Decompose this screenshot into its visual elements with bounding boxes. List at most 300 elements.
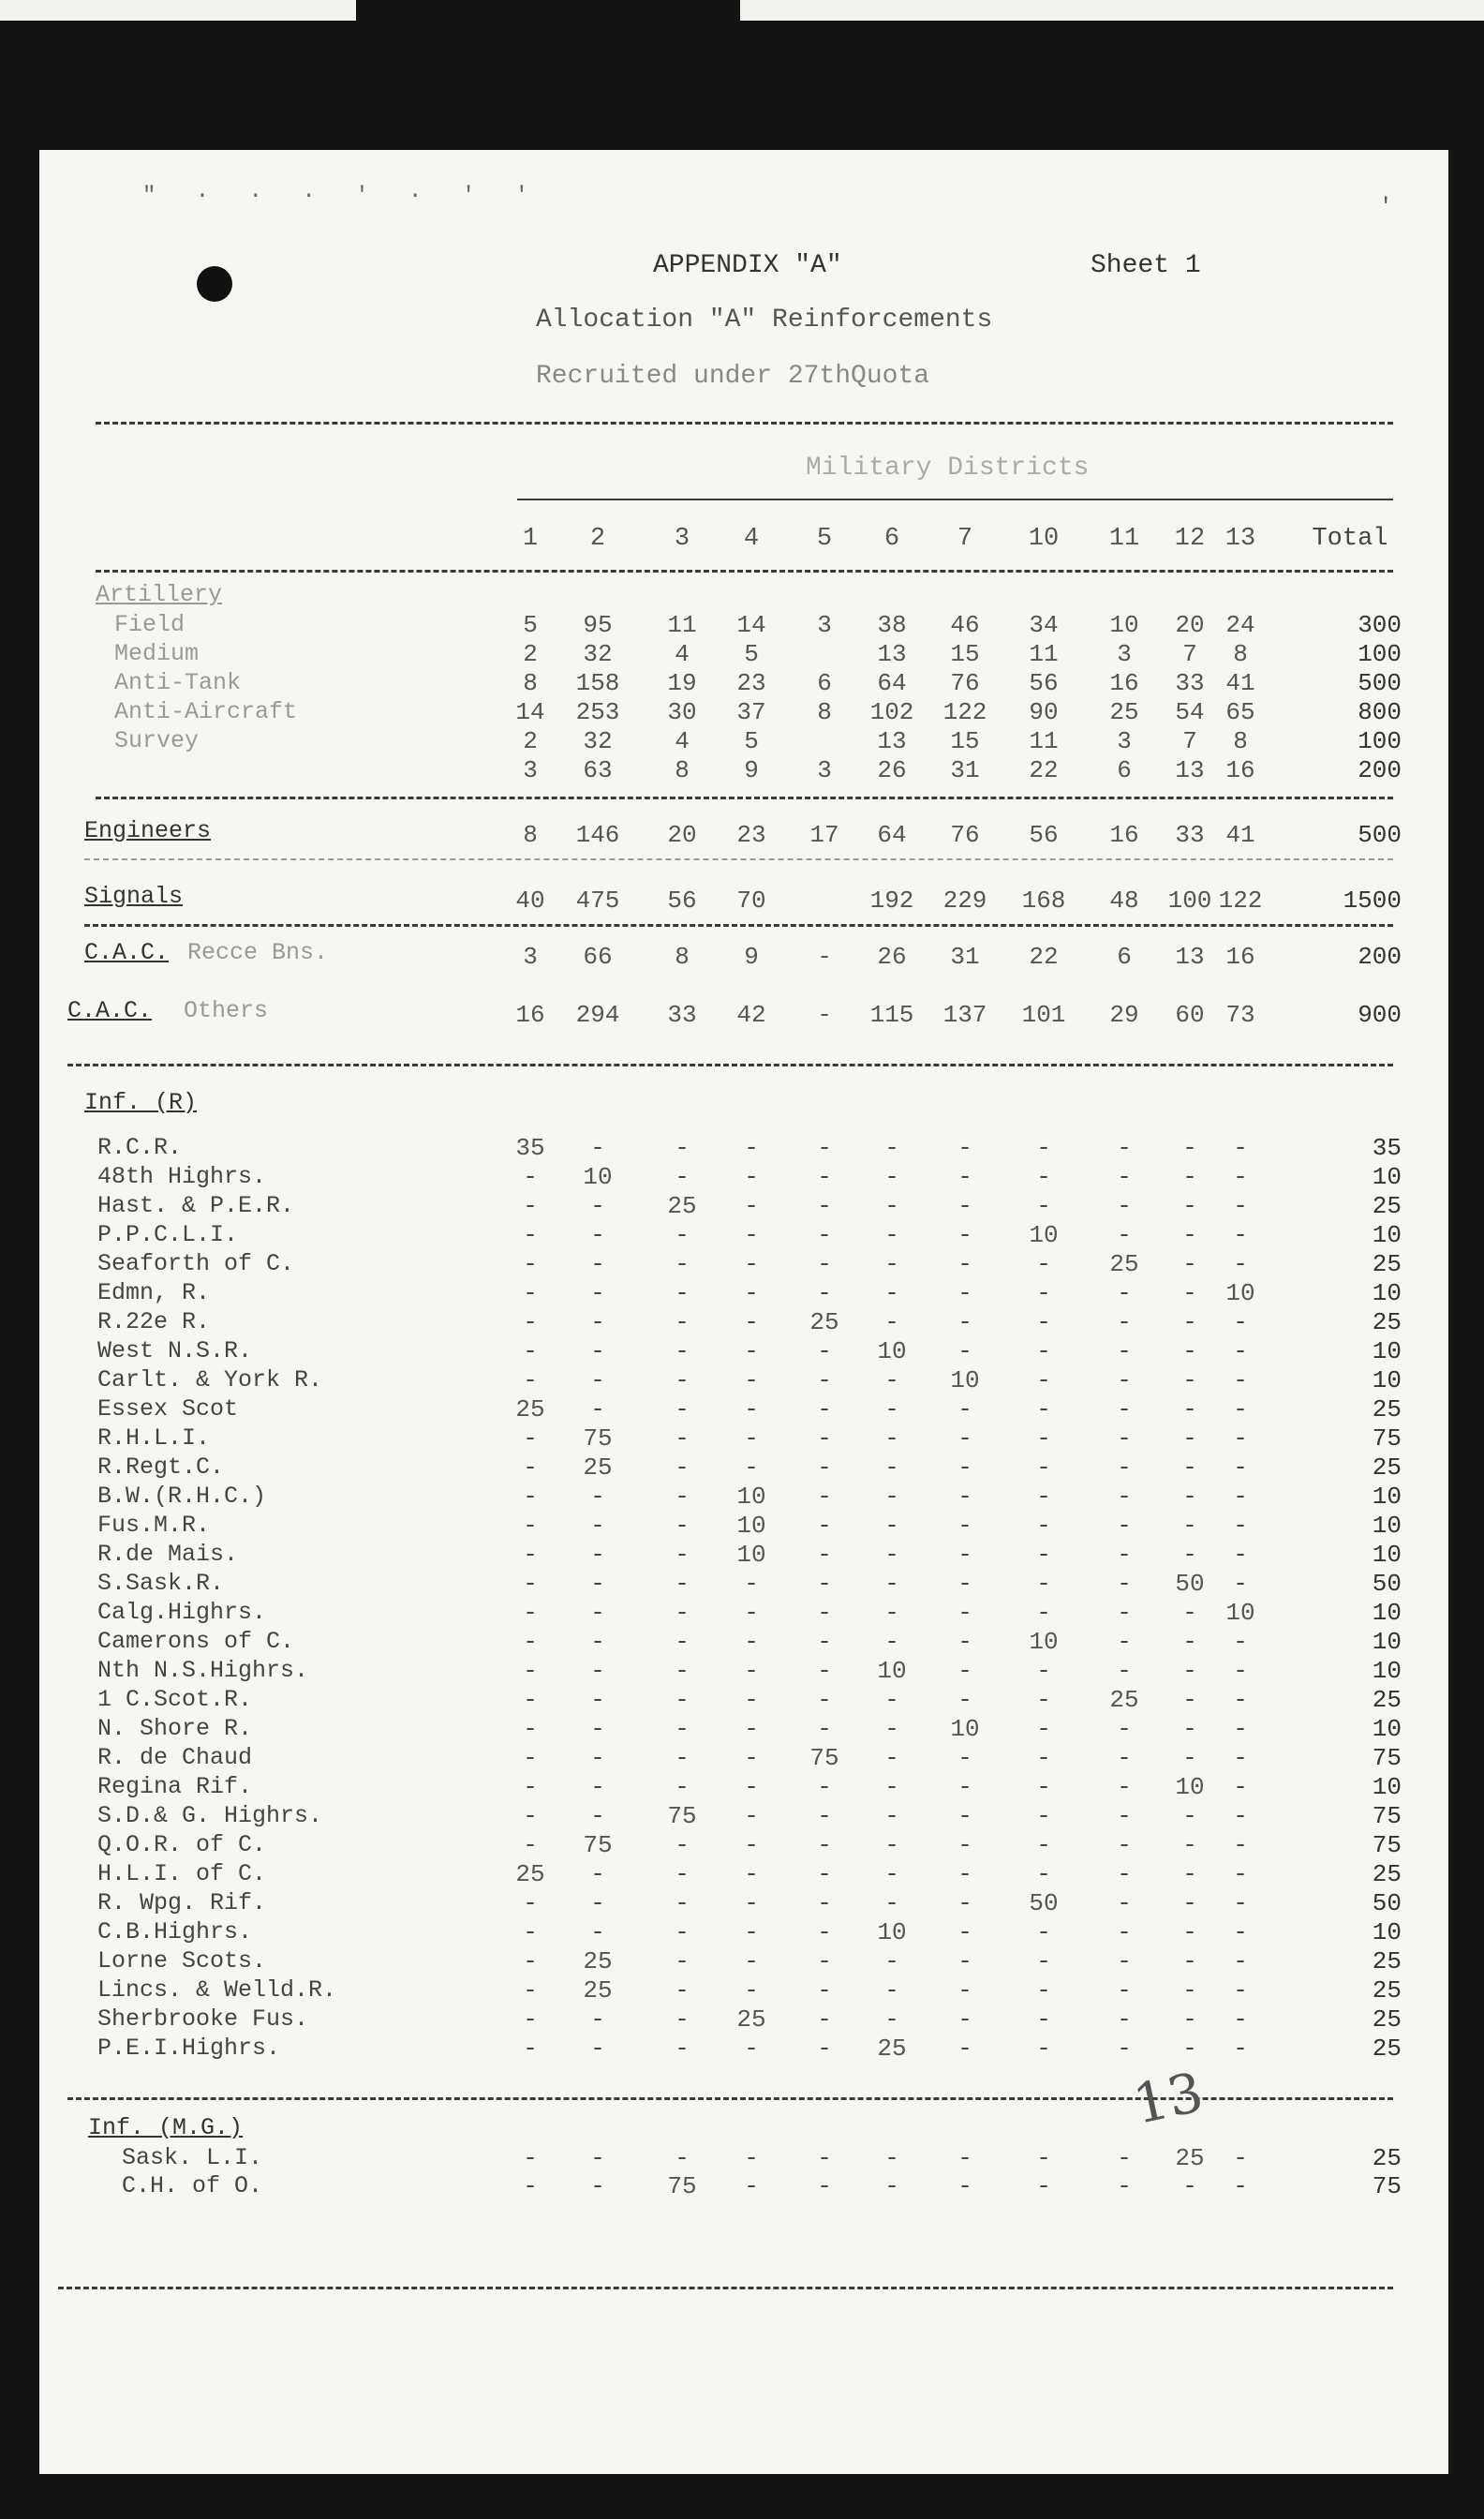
empty-dash: - xyxy=(817,1889,832,1917)
empty-dash: - xyxy=(590,1395,605,1423)
empty-dash: - xyxy=(523,2005,538,2034)
table-cell: 122 xyxy=(1218,887,1263,915)
empty-dash: - xyxy=(817,2144,832,2172)
empty-dash: - xyxy=(1233,1134,1248,1162)
sheet-number: Sheet 1 xyxy=(1091,251,1201,280)
table-cell: 16 xyxy=(1225,943,1255,971)
empty-dash: - xyxy=(817,1134,832,1162)
empty-dash: - xyxy=(590,1221,605,1249)
empty-dash: - xyxy=(1182,2172,1197,2200)
empty-dash: - xyxy=(957,1657,972,1685)
empty-dash: - xyxy=(523,1163,538,1191)
table-cell: 26 xyxy=(877,943,907,971)
empty-dash: - xyxy=(817,2172,832,2200)
table-cell: 76 xyxy=(950,821,980,849)
regiment-label: Seaforth of C. xyxy=(97,1250,295,1277)
empty-dash: - xyxy=(1182,1221,1197,1249)
empty-dash: - xyxy=(1182,1337,1197,1365)
empty-dash: - xyxy=(675,1657,690,1685)
empty-dash: - xyxy=(523,1424,538,1453)
empty-dash: - xyxy=(675,1308,690,1336)
empty-dash: - xyxy=(523,1976,538,2005)
empty-dash: - xyxy=(1182,1686,1197,1714)
table-cell: 60 xyxy=(1175,1001,1205,1029)
empty-dash: - xyxy=(744,1134,759,1162)
empty-dash: - xyxy=(884,1715,899,1743)
empty-dash: - xyxy=(817,1599,832,1627)
table-cell: 30 xyxy=(667,698,697,726)
section-label-signals: Signals xyxy=(84,883,184,910)
row-total: 100 xyxy=(1358,640,1402,668)
empty-dash: - xyxy=(744,1395,759,1423)
empty-dash: - xyxy=(675,1773,690,1801)
empty-dash: - xyxy=(817,1831,832,1859)
section-divider xyxy=(67,1064,1393,1066)
empty-dash: - xyxy=(1233,1541,1248,1569)
empty-dash: - xyxy=(1233,1715,1248,1743)
empty-dash: - xyxy=(523,1337,538,1365)
row-total: 10 xyxy=(1372,1715,1402,1743)
table-cell: 122 xyxy=(942,698,987,726)
empty-dash: - xyxy=(1182,1976,1197,2005)
table-cell: 4 xyxy=(675,640,690,668)
table-cell: 42 xyxy=(736,1001,766,1029)
empty-dash: - xyxy=(523,1628,538,1656)
column-header: 2 xyxy=(589,525,606,553)
table-cell: 5 xyxy=(744,640,759,668)
empty-dash: - xyxy=(590,2172,605,2200)
table-cell: 23 xyxy=(736,669,766,697)
empty-dash: - xyxy=(1233,1395,1248,1423)
empty-dash: - xyxy=(884,1773,899,1801)
table-cell: 10 xyxy=(1109,611,1139,639)
rule-header-bottom xyxy=(96,570,1393,573)
handwritten-mark: 13 xyxy=(1127,2060,1209,2137)
empty-dash: - xyxy=(675,2144,690,2172)
row-total: 75 xyxy=(1372,1831,1402,1859)
empty-dash: - xyxy=(1036,1192,1051,1220)
empty-dash: - xyxy=(957,1395,972,1423)
table-cell: 229 xyxy=(942,887,987,915)
empty-dash: - xyxy=(1036,1308,1051,1336)
empty-dash: - xyxy=(675,1976,690,2005)
row-total: 25 xyxy=(1372,1686,1402,1714)
table-cell: 40 xyxy=(515,887,545,915)
empty-dash: - xyxy=(957,2005,972,2034)
section-divider xyxy=(96,797,1393,799)
table-cell: 8 xyxy=(523,821,538,849)
empty-dash: - xyxy=(884,2005,899,2034)
empty-dash: - xyxy=(957,1686,972,1714)
empty-dash: - xyxy=(675,1163,690,1191)
table-cell: 19 xyxy=(667,669,697,697)
empty-dash: - xyxy=(957,1308,972,1336)
empty-dash: - xyxy=(1182,1192,1197,1220)
empty-dash: - xyxy=(675,1453,690,1482)
empty-dash: - xyxy=(523,1570,538,1598)
table-cell: 56 xyxy=(1029,821,1059,849)
empty-dash: - xyxy=(1233,1163,1248,1191)
empty-dash: - xyxy=(817,1279,832,1307)
empty-dash: - xyxy=(744,1686,759,1714)
empty-dash: - xyxy=(1036,1395,1051,1423)
table-cell: 14 xyxy=(515,698,545,726)
empty-dash: - xyxy=(1233,1918,1248,1946)
empty-dash: - xyxy=(1182,1947,1197,1975)
empty-dash: - xyxy=(675,1860,690,1888)
table-cell: 32 xyxy=(583,727,613,755)
row-total: 10 xyxy=(1372,1512,1402,1540)
empty-dash: - xyxy=(957,1250,972,1278)
empty-dash: - xyxy=(675,1424,690,1453)
regiment-label: Calg.Highrs. xyxy=(97,1599,267,1626)
empty-dash: - xyxy=(744,2035,759,2063)
empty-dash: - xyxy=(1117,1337,1132,1365)
empty-dash: - xyxy=(675,1715,690,1743)
empty-dash: - xyxy=(1182,1163,1197,1191)
table-cell: 34 xyxy=(1029,611,1059,639)
allocation-value: 75 xyxy=(809,1744,839,1772)
empty-dash: - xyxy=(957,1163,972,1191)
empty-dash: - xyxy=(523,2144,538,2172)
table-cell: 5 xyxy=(523,611,538,639)
table-cell: 3 xyxy=(817,756,832,784)
column-header: 1 xyxy=(522,525,539,553)
empty-dash: - xyxy=(675,1337,690,1365)
empty-dash: - xyxy=(1182,1541,1197,1569)
empty-dash: - xyxy=(675,1686,690,1714)
row-total: 500 xyxy=(1358,821,1402,849)
empty-dash: - xyxy=(1233,1657,1248,1685)
empty-dash: - xyxy=(523,2035,538,2063)
empty-dash: - xyxy=(1182,1918,1197,1946)
table-cell: 65 xyxy=(1225,698,1255,726)
empty-dash: - xyxy=(1036,1512,1051,1540)
column-header-total: Total xyxy=(1312,525,1388,553)
empty-dash: - xyxy=(957,1628,972,1656)
table-cell: 20 xyxy=(1175,611,1205,639)
empty-dash: - xyxy=(744,1628,759,1656)
row-total: 10 xyxy=(1372,1657,1402,1685)
table-cell: 31 xyxy=(950,756,980,784)
empty-dash: - xyxy=(523,1744,538,1772)
empty-dash: - xyxy=(675,1744,690,1772)
row-total: 50 xyxy=(1372,1889,1402,1917)
table-cell: 115 xyxy=(869,1001,914,1029)
empty-dash: - xyxy=(523,1453,538,1482)
empty-dash: - xyxy=(1036,1773,1051,1801)
row-total: 10 xyxy=(1372,1221,1402,1249)
empty-dash: - xyxy=(590,1570,605,1598)
empty-dash: - xyxy=(744,1337,759,1365)
table-cell: 3 xyxy=(817,611,832,639)
empty-dash: - xyxy=(590,2005,605,2034)
regiment-label: R.Regt.C. xyxy=(97,1453,225,1481)
empty-dash: - xyxy=(884,2144,899,2172)
empty-dash: - xyxy=(523,1889,538,1917)
empty-dash: - xyxy=(1117,1424,1132,1453)
empty-dash: - xyxy=(884,1947,899,1975)
empty-dash: - xyxy=(884,1453,899,1482)
table-cell: 56 xyxy=(1029,669,1059,697)
empty-dash: - xyxy=(1036,1424,1051,1453)
regiment-label: B.W.(R.H.C.) xyxy=(97,1483,267,1510)
empty-dash: - xyxy=(675,1221,690,1249)
empty-dash: - xyxy=(884,1860,899,1888)
table-cell: 192 xyxy=(869,887,914,915)
empty-dash: - xyxy=(523,1512,538,1540)
allocation-value: 50 xyxy=(1029,1889,1059,1917)
empty-dash: - xyxy=(817,1715,832,1743)
table-cell: 3 xyxy=(1117,640,1132,668)
regiment-label: Fus.M.R. xyxy=(97,1512,211,1539)
table-cell: 11 xyxy=(667,611,697,639)
empty-dash: - xyxy=(957,1192,972,1220)
districts-heading: Military Districts xyxy=(806,454,1090,483)
empty-dash: - xyxy=(1233,1802,1248,1830)
empty-dash: - xyxy=(817,1250,832,1278)
empty-dash: - xyxy=(817,1628,832,1656)
empty-dash: - xyxy=(1233,1424,1248,1453)
allocation-value: 75 xyxy=(667,1802,697,1830)
empty-dash: - xyxy=(957,2035,972,2063)
empty-dash: - xyxy=(1036,2035,1051,2063)
table-cell: 15 xyxy=(950,727,980,755)
empty-dash: - xyxy=(1117,1483,1132,1511)
empty-dash: - xyxy=(590,1773,605,1801)
empty-dash: - xyxy=(590,1483,605,1511)
document-subtitle: Allocation "A" Reinforcements xyxy=(536,306,993,335)
table-cell: 63 xyxy=(583,756,613,784)
column-header: 4 xyxy=(743,525,760,553)
row-total: 200 xyxy=(1358,943,1402,971)
empty-dash: - xyxy=(884,1541,899,1569)
empty-dash: - xyxy=(675,1250,690,1278)
empty-dash: - xyxy=(1117,1889,1132,1917)
column-header: 10 xyxy=(1028,525,1060,553)
table-cell: 146 xyxy=(575,821,620,849)
empty-dash: - xyxy=(675,1947,690,1975)
table-cell: 8 xyxy=(1233,640,1248,668)
empty-dash: - xyxy=(523,1366,538,1394)
empty-dash: - xyxy=(1117,2005,1132,2034)
table-cell: 9 xyxy=(744,756,759,784)
row-total: 25 xyxy=(1372,1860,1402,1888)
table-cell: 168 xyxy=(1021,887,1066,915)
empty-dash: - xyxy=(884,1599,899,1627)
empty-dash: - xyxy=(523,1831,538,1859)
empty-dash: - xyxy=(1117,1744,1132,1772)
allocation-value: 25 xyxy=(667,1192,697,1220)
row-total: 10 xyxy=(1372,1337,1402,1365)
empty-dash: - xyxy=(1117,1453,1132,1482)
empty-dash: - xyxy=(523,2172,538,2200)
row-total: 75 xyxy=(1372,1424,1402,1453)
empty-dash: - xyxy=(957,1976,972,2005)
empty-dash: - xyxy=(590,1541,605,1569)
empty-dash: - xyxy=(1036,1337,1051,1365)
empty-dash: - xyxy=(957,1570,972,1598)
empty-dash: - xyxy=(590,1860,605,1888)
row-total: 300 xyxy=(1358,611,1402,639)
empty-dash: - xyxy=(744,1976,759,2005)
table-cell: 70 xyxy=(736,887,766,915)
regiment-label: Sask. L.I. xyxy=(122,2144,263,2171)
empty-dash: - xyxy=(957,1831,972,1859)
table-cell: 48 xyxy=(1109,887,1139,915)
empty-dash: - xyxy=(1233,1976,1248,2005)
table-cell: 9 xyxy=(744,943,759,971)
row-total: 25 xyxy=(1372,2144,1402,2172)
column-header: 5 xyxy=(816,525,833,553)
table-cell: 54 xyxy=(1175,698,1205,726)
empty-dash: - xyxy=(590,1599,605,1627)
row-label: Field xyxy=(114,611,186,638)
empty-dash: - xyxy=(590,1889,605,1917)
empty-dash: - xyxy=(817,1860,832,1888)
regiment-label: 1 C.Scot.R. xyxy=(97,1686,253,1713)
empty-dash: - xyxy=(590,2035,605,2063)
empty-dash: - xyxy=(675,1366,690,1394)
table-cell: 102 xyxy=(869,698,914,726)
row-total: 10 xyxy=(1372,1773,1402,1801)
empty-dash: - xyxy=(1233,1512,1248,1540)
allocation-value: 10 xyxy=(736,1483,766,1511)
allocation-value: 10 xyxy=(950,1366,980,1394)
row-total: 10 xyxy=(1372,1599,1402,1627)
empty-dash: - xyxy=(1117,1831,1132,1859)
row-total: 25 xyxy=(1372,1947,1402,1975)
empty-dash: - xyxy=(675,1628,690,1656)
empty-dash: - xyxy=(744,1279,759,1307)
empty-dash: - xyxy=(817,1221,832,1249)
empty-dash: - xyxy=(1036,1976,1051,2005)
allocation-value: 10 xyxy=(877,1918,907,1946)
empty-dash: - xyxy=(957,1279,972,1307)
empty-dash: - xyxy=(884,1976,899,2005)
regiment-label: Sherbrooke Fus. xyxy=(97,2005,309,2033)
empty-dash: - xyxy=(1182,1657,1197,1685)
empty-dash: - xyxy=(1182,1395,1197,1423)
empty-dash: - xyxy=(1182,1453,1197,1482)
empty-dash: - xyxy=(744,1163,759,1191)
allocation-value: 10 xyxy=(1225,1279,1255,1307)
page-edge-left xyxy=(0,0,356,21)
row-label: Anti-Aircraft xyxy=(114,698,298,725)
empty-dash: - xyxy=(884,1279,899,1307)
empty-dash: - xyxy=(817,1802,832,1830)
empty-dash: - xyxy=(1182,1860,1197,1888)
empty-dash: - xyxy=(523,1250,538,1278)
section-label-artillery: Artillery xyxy=(96,581,223,608)
empty-dash: - xyxy=(590,1715,605,1743)
allocation-value: 75 xyxy=(583,1831,613,1859)
empty-dash: - xyxy=(675,2005,690,2034)
allocation-value: 25 xyxy=(809,1308,839,1336)
punch-hole xyxy=(197,266,232,302)
row-total: 25 xyxy=(1372,1192,1402,1220)
row-total: 75 xyxy=(1372,2172,1402,2200)
empty-dash: - xyxy=(675,1918,690,1946)
regiment-label: S.D.& G. Highrs. xyxy=(97,1802,323,1829)
table-cell: 15 xyxy=(950,640,980,668)
empty-dash: - xyxy=(1233,1570,1248,1598)
empty-dash: - xyxy=(884,1570,899,1598)
regiment-label: 48th Highrs. xyxy=(97,1163,267,1190)
empty-dash: - xyxy=(1036,1715,1051,1743)
empty-dash: - xyxy=(1117,1570,1132,1598)
allocation-value: 10 xyxy=(950,1715,980,1743)
corner-mark: ' xyxy=(1379,195,1393,220)
allocation-value: 10 xyxy=(877,1657,907,1685)
empty-dash: - xyxy=(817,2035,832,2063)
row-total: 10 xyxy=(1372,1279,1402,1307)
table-cell: 56 xyxy=(667,887,697,915)
row-total: 500 xyxy=(1358,669,1402,697)
empty-dash: - xyxy=(884,1308,899,1336)
table-cell: 23 xyxy=(736,821,766,849)
empty-dash: - xyxy=(744,1918,759,1946)
table-cell: 3 xyxy=(1117,727,1132,755)
empty-dash: - xyxy=(1233,1221,1248,1249)
empty-dash: - xyxy=(744,1947,759,1975)
regiment-label: R.de Mais. xyxy=(97,1541,239,1568)
empty-dash: - xyxy=(1036,1163,1051,1191)
table-cell: 7 xyxy=(1182,727,1197,755)
section-sublabel: Others xyxy=(184,997,269,1024)
empty-dash: - xyxy=(1182,1802,1197,1830)
empty-dash: - xyxy=(590,1279,605,1307)
empty-dash: - xyxy=(1233,2035,1248,2063)
empty-dash: - xyxy=(1182,1134,1197,1162)
empty-dash: - xyxy=(590,1744,605,1772)
empty-dash: - xyxy=(1233,1686,1248,1714)
allocation-value: 10 xyxy=(1225,1599,1255,1627)
empty-dash: - xyxy=(957,1483,972,1511)
regiment-label: Essex Scot xyxy=(97,1395,239,1423)
empty-dash: - xyxy=(884,2172,899,2200)
empty-dash: - xyxy=(1036,2005,1051,2034)
allocation-value: 35 xyxy=(515,1134,545,1162)
allocation-value: 25 xyxy=(583,1976,613,2005)
empty-dash: - xyxy=(1036,2172,1051,2200)
empty-dash: - xyxy=(744,1308,759,1336)
table-cell: 90 xyxy=(1029,698,1059,726)
empty-dash: - xyxy=(590,1192,605,1220)
empty-dash: - xyxy=(1233,1483,1248,1511)
table-cell: 11 xyxy=(1029,727,1059,755)
table-cell: 41 xyxy=(1225,821,1255,849)
empty-dash: - xyxy=(1117,1802,1132,1830)
empty-dash: - xyxy=(817,1773,832,1801)
empty-dash: - xyxy=(1117,1134,1132,1162)
empty-dash: - xyxy=(817,1918,832,1946)
table-cell: 6 xyxy=(817,669,832,697)
row-total: 35 xyxy=(1372,1134,1402,1162)
allocation-value: 75 xyxy=(583,1424,613,1453)
empty-dash: - xyxy=(1182,1308,1197,1336)
allocation-value: 10 xyxy=(736,1512,766,1540)
table-cell: 13 xyxy=(1175,756,1205,784)
column-header: 7 xyxy=(957,525,973,553)
regiment-label: Nth N.S.Highrs. xyxy=(97,1657,309,1684)
row-label: Anti-Tank xyxy=(114,669,242,696)
empty-dash: - xyxy=(523,1279,538,1307)
allocation-value: 25 xyxy=(1175,2144,1205,2172)
empty-dash: - xyxy=(590,1337,605,1365)
table-cell: 294 xyxy=(575,1001,620,1029)
empty-dash: - xyxy=(675,2035,690,2063)
